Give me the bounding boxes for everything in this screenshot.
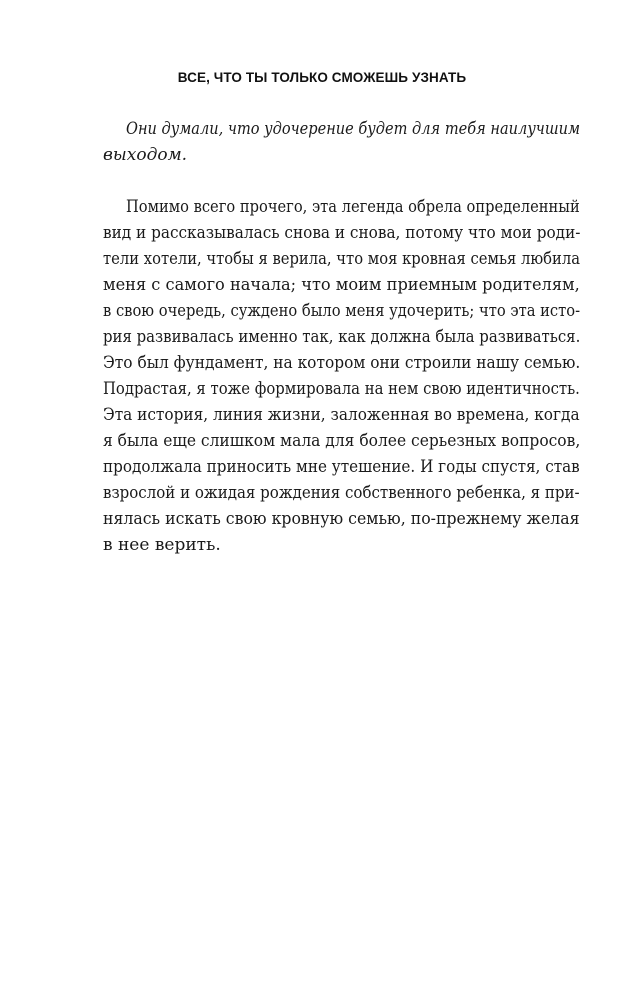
paragraph-line: тели хотели, чтобы я верила, что моя кровная семья любила bbox=[103, 249, 581, 269]
paragraph-line: рия развивалась именно так, как должна была развиваться. bbox=[103, 327, 581, 347]
paragraph-line: Подрастая, я тоже формировала на нем свою идентичность. bbox=[103, 379, 580, 399]
paragraph-line: нялась искать свою кровную семью, по-прежнему желая bbox=[103, 509, 580, 529]
epigraph-line: Они думали, что удочерение будет для тебя наилучшим bbox=[126, 119, 581, 139]
paragraph-line: меня с самого начала; что моим приемным родителям, bbox=[103, 275, 580, 295]
epigraph-line: выходом. bbox=[103, 145, 188, 165]
running-header: ВСЕ, ЧТО ТЫ ТОЛЬКО СМОЖЕШЬ УЗНАТЬ bbox=[177, 70, 467, 85]
paragraph-line: продолжала приносить мне утешение. И годы спустя, став bbox=[103, 457, 580, 477]
paragraph-line: я была еще слишком мала для более серьезных вопросов, bbox=[103, 431, 581, 451]
paragraph-line: Помимо всего прочего, эта легенда обрела определенный bbox=[126, 197, 580, 217]
paragraph-line: вид и рассказывалась снова и снова, потому что мои роди- bbox=[103, 223, 581, 243]
paragraph-line: в свою очередь, суждено было меня удочерить; что эта исто- bbox=[103, 301, 581, 321]
paragraph-line: Это был фундамент, на котором они строили нашу семью. bbox=[103, 353, 581, 373]
paragraph-line: взрослой и ожидая рождения собственного ребенка, я при- bbox=[103, 483, 580, 503]
paragraph-line: Эта история, линия жизни, заложенная во времена, когда bbox=[103, 405, 580, 425]
paragraph-line: в нее верить. bbox=[103, 535, 221, 555]
